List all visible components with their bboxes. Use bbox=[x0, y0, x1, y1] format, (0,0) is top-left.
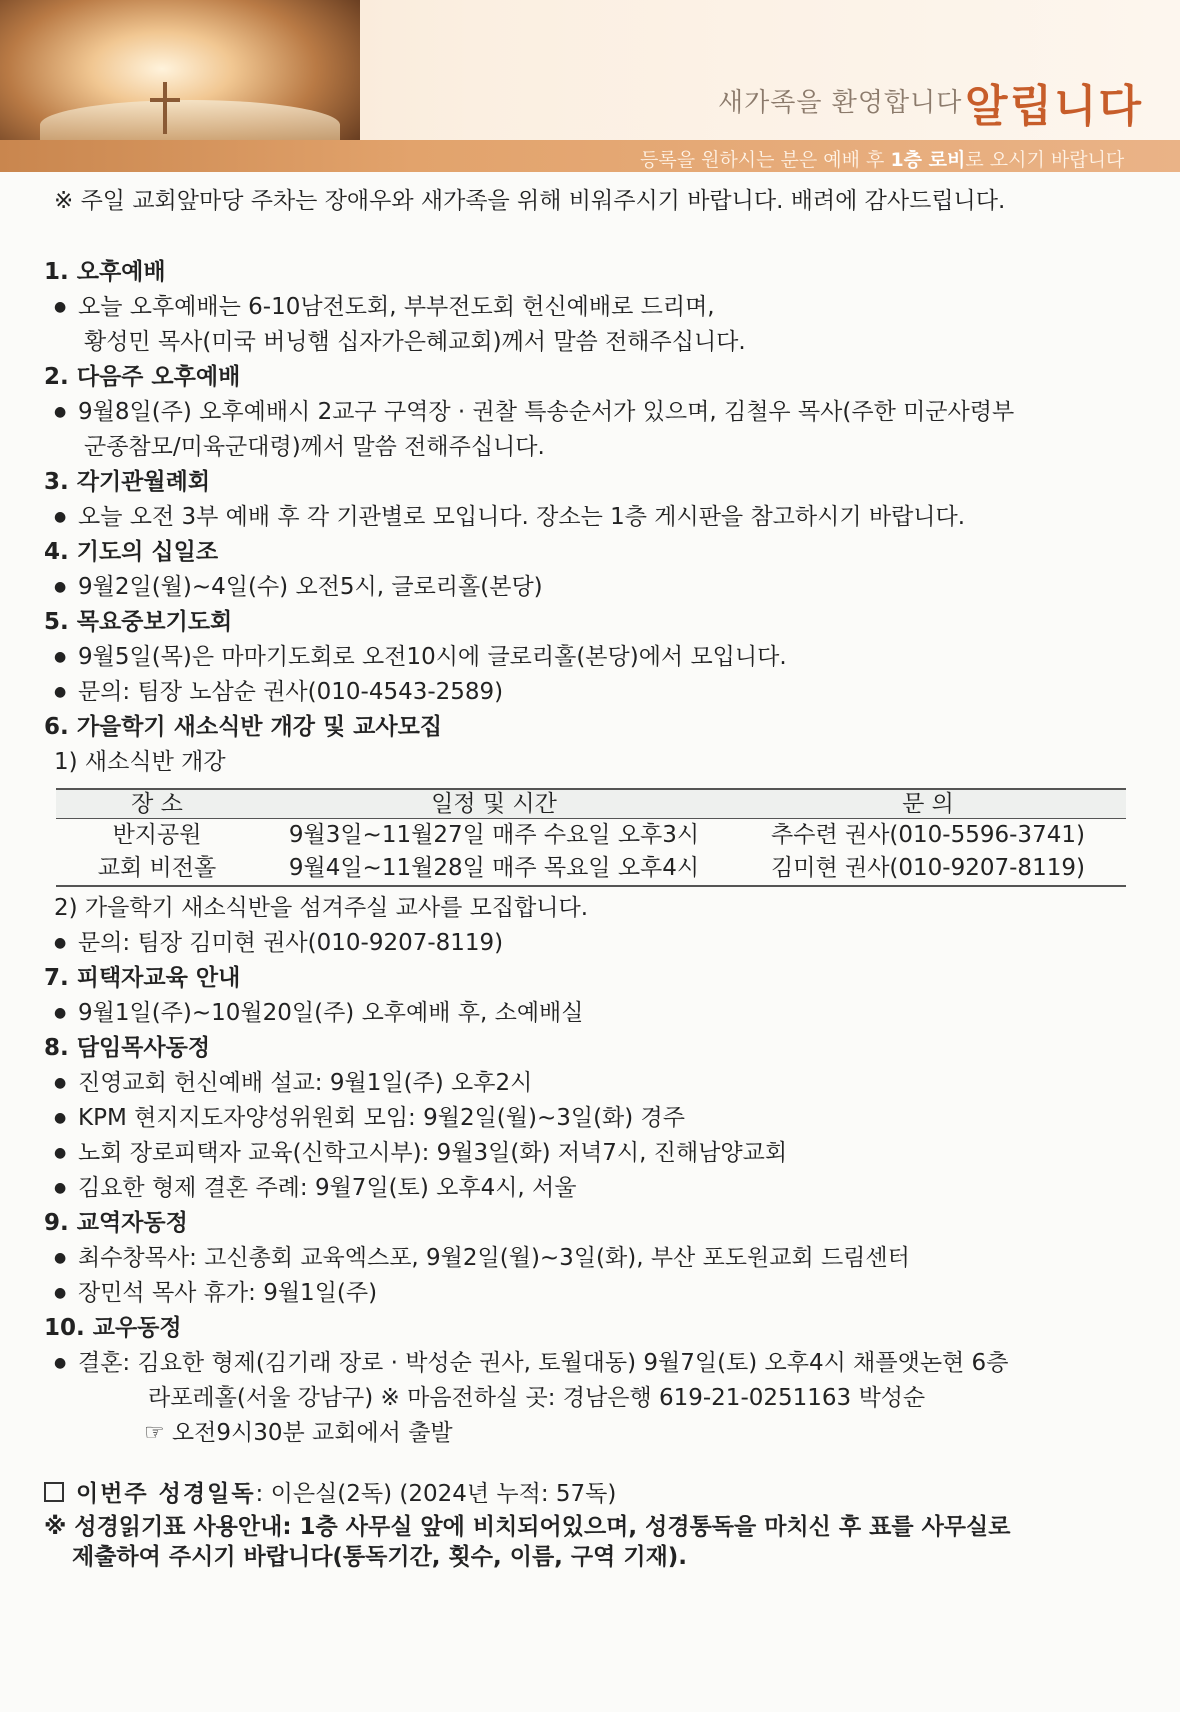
reading-chart-note-continued: 제출하여 주시기 바랍니다(통독기간, 횟수, 이름, 구역 기재). bbox=[72, 1544, 688, 1570]
list-item: ● 9월1일(주)~10월20일(주) 오후예배 후, 소예배실 bbox=[44, 996, 1154, 1031]
reading-chart-note: ※ 성경읽기표 사용안내: 1층 사무실 앞에 비치되어있으며, 성경통독을 마치신 후 표를 사무실로 bbox=[44, 1514, 1011, 1540]
list-item: ● 노회 장로피택자 교육(신학고시부): 9월3일(화) 저녁7시, 진해남양교회 bbox=[44, 1136, 1154, 1171]
section-title: 1. 오후예배 bbox=[44, 259, 166, 285]
list-item: ● 오늘 오후예배는 6-10남전도회, 부부전도회 헌신예배로 드리며, bbox=[44, 290, 1154, 325]
cross-icon bbox=[163, 82, 167, 134]
bible-reading bbox=[44, 1477, 1154, 1512]
table-cell: 김미현 권사(010-9207-8119) bbox=[730, 852, 1126, 886]
list-item: ● 9월5일(목)은 마마기도회로 오전10시에 글로리홀(본당)에서 모입니다. bbox=[44, 640, 1154, 675]
list-item: ● 문의: 팀장 김미현 권사(010-9207-8119) bbox=[44, 926, 1154, 961]
list-item: ● 결혼: 김요한 형제(김기래 장로 · 박성순 권사, 토월대동) 9월7일(토) 오후4시 채플앳논현 6층 bbox=[44, 1346, 1154, 1381]
list-item-continued: 황성민 목사(미국 버닝햄 십자가은혜교회)께서 말씀 전해주십니다. bbox=[84, 329, 746, 355]
checkbox-icon bbox=[44, 1482, 64, 1502]
table-cell: 9월3일~11월27일 매주 수요일 오후3시 bbox=[288, 822, 700, 848]
list-item: ● KPM 현지지도자양성위원회 모임: 9월2일(월)~3일(화) 경주 bbox=[44, 1101, 1154, 1136]
list-item: ● 9월8일(주) 오후예배시 2교구 구역장 · 권찰 특송순서가 있으며, 김철우 목사(주한 미군사령부 bbox=[44, 395, 1154, 430]
list-item: ● 오늘 오전 3부 예배 후 각 기관별로 모입니다. 장소는 1층 게시판을 참고하시기 바랍니다. bbox=[44, 500, 1154, 535]
section-title: 7. 피택자교육 안내 bbox=[44, 965, 241, 991]
table-header-row bbox=[56, 789, 1126, 819]
section-title: 4. 기도의 십일조 bbox=[44, 539, 219, 565]
table-cell: 교회 비전홀 bbox=[56, 852, 258, 886]
table-row bbox=[56, 819, 1126, 853]
bible-reading-value: : 이은실(2독) (2024년 누적: 57독) bbox=[255, 1481, 617, 1507]
announcements bbox=[44, 184, 1154, 1572]
list-item: ● 장민석 목사 휴가: 9월1일(주) bbox=[44, 1276, 1154, 1311]
cross-icon-bar bbox=[150, 98, 180, 102]
subsection-title: 1) 새소식반 개강 bbox=[54, 749, 226, 775]
schedule-table bbox=[56, 788, 1126, 887]
table-cell: 반지공원 bbox=[112, 822, 202, 848]
column-header-schedule: 일정 및 시간 bbox=[258, 789, 730, 819]
list-item-continued: 라포레홀(서울 강남구) ※ 마음전하실 곳: 경남은행 619-21-0251163 박성순 bbox=[148, 1385, 926, 1411]
subsection-title: 2) 가을학기 새소식반을 섬겨주실 교사를 모집합니다. bbox=[54, 895, 589, 921]
departure-note: ☞ 오전9시30분 교회에서 출발 bbox=[144, 1420, 453, 1446]
welcome-text: 새가족을 환영합니다 bbox=[718, 88, 963, 118]
column-header-contact: 문 의 bbox=[730, 789, 1126, 819]
lobby-label: 1층 로비 bbox=[890, 149, 966, 171]
table-cell: 9월4일~11월28일 매주 목요일 오후4시 bbox=[258, 852, 730, 886]
section-title: 3. 각기관월례회 bbox=[44, 469, 211, 495]
section-title: 8. 담임목사동정 bbox=[44, 1035, 211, 1061]
header-banner bbox=[0, 0, 1180, 172]
list-item-continued: 군종참모/미육군대령)께서 말씀 전해주십니다. bbox=[84, 434, 545, 460]
list-item: ● 최수창목사: 고신총회 교육엑스포, 9월2일(월)~3일(화), 부산 포도원교회 드림센터 bbox=[44, 1241, 1154, 1276]
bible-reading-label: 이번주 성경일독 bbox=[76, 1481, 256, 1507]
section-title: 9. 교역자동정 bbox=[44, 1210, 188, 1236]
section-title: 6. 가을학기 새소식반 개강 및 교사모집 bbox=[44, 714, 443, 740]
column-header-place: 장 소 bbox=[56, 789, 258, 819]
list-item: ● 김요한 형제 결혼 주례: 9월7일(토) 오후4시, 서울 bbox=[44, 1171, 1154, 1206]
list-item: ● 9월2일(월)~4일(수) 오전5시, 글로리홀(본당) bbox=[44, 570, 1154, 605]
table-row bbox=[56, 852, 1126, 886]
registration-note: 등록을 원하시는 분은 예배 후 1층 로비로 오시기 바랍니다 bbox=[640, 149, 1125, 171]
section-title: 5. 목요중보기도회 bbox=[44, 609, 233, 635]
table-cell: 추수련 권사(010-5596-3741) bbox=[771, 822, 1085, 848]
section-title: 10. 교우동정 bbox=[44, 1315, 182, 1341]
section-title: 2. 다음주 오후예배 bbox=[44, 364, 241, 390]
list-item: ● 진영교회 헌신예배 설교: 9월1일(주) 오후2시 bbox=[44, 1066, 1154, 1101]
list-item: ● 문의: 팀장 노삼순 권사(010-4543-2589) bbox=[44, 675, 1154, 710]
parking-note: ※ 주일 교회앞마당 주차는 장애우와 새가족을 위해 비워주시기 바랍니다. 배려에 감사드립니다. bbox=[54, 188, 1006, 214]
notice-title: 알립니다 bbox=[965, 81, 1144, 132]
